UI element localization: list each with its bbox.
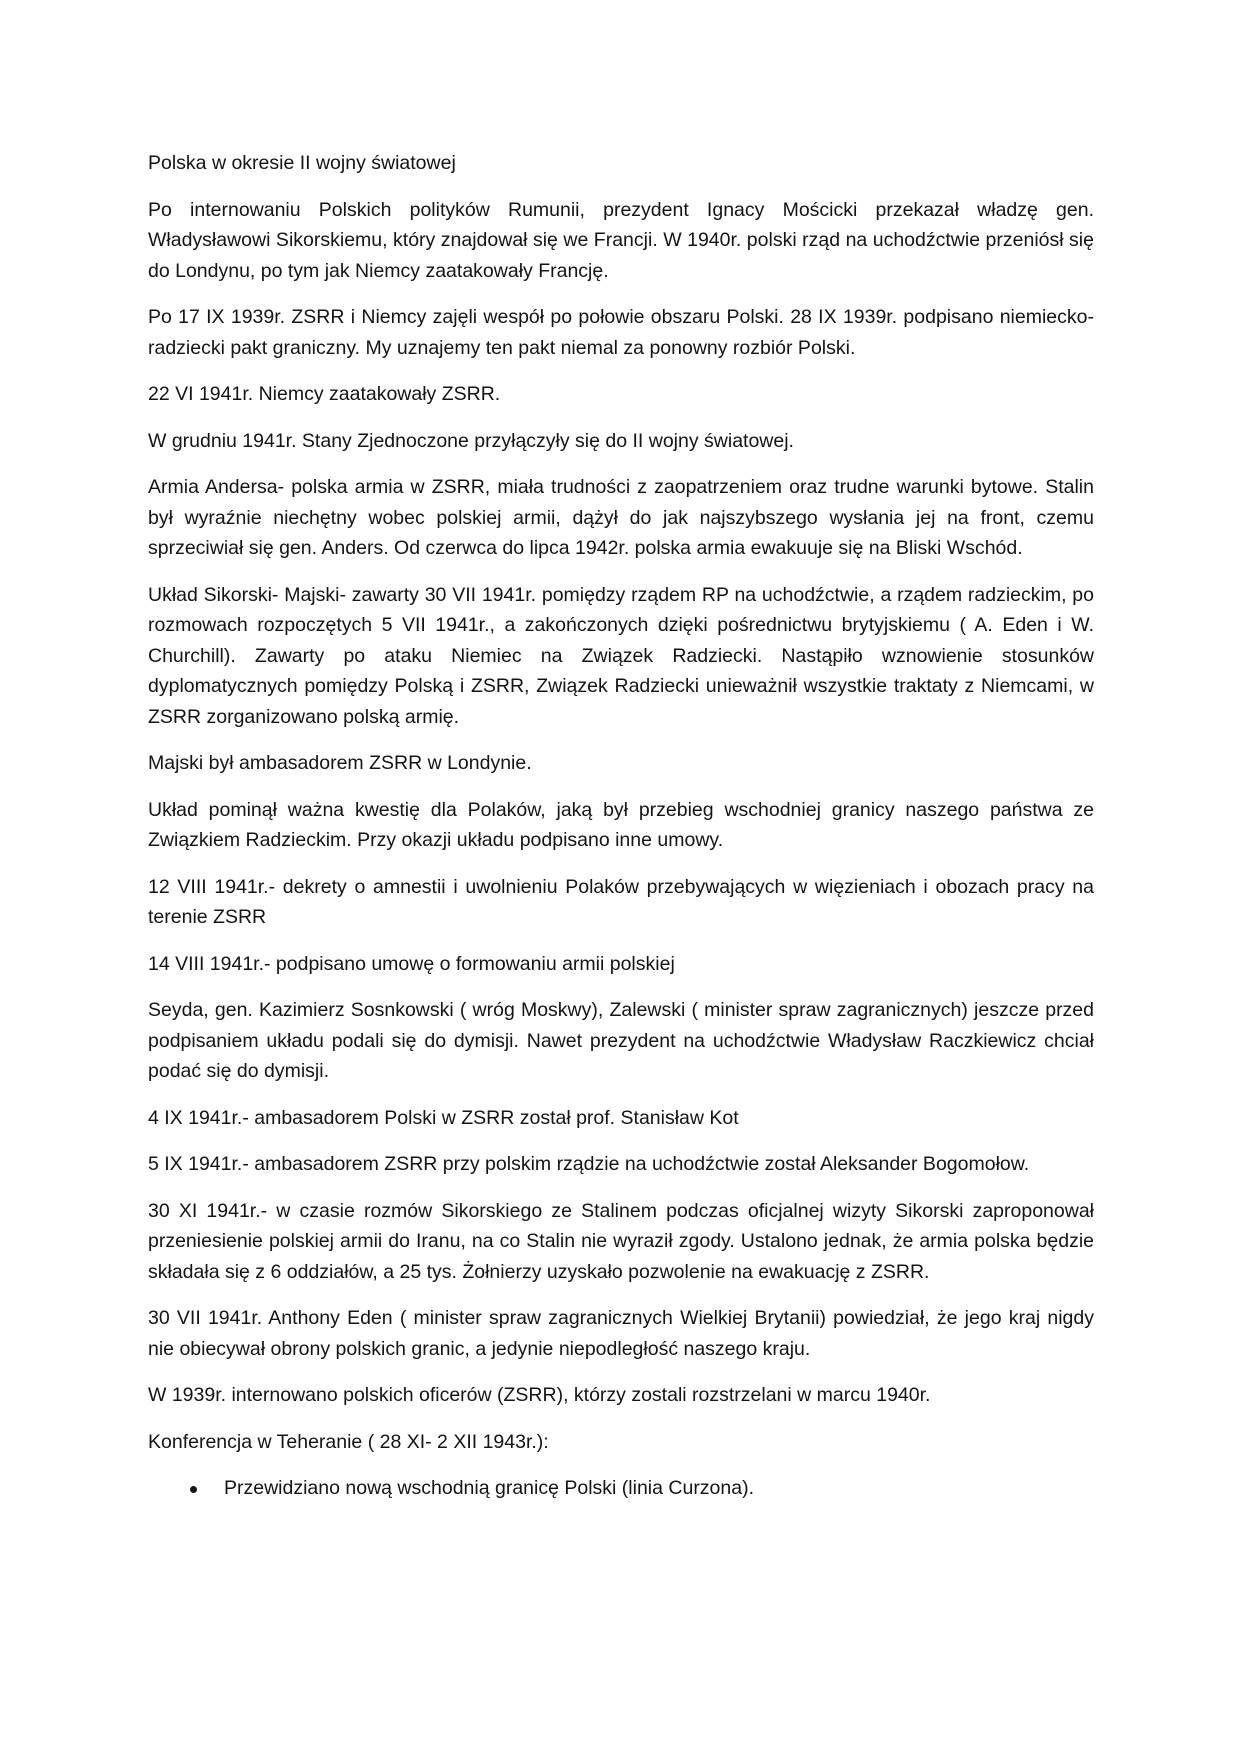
paragraph-bogomolow: 5 IX 1941r.- ambasadorem ZSRR przy polskim rządzie na uchodźctwie został Aleksander Bogomołow. <box>148 1153 1030 1175</box>
paragraph-kot: 4 IX 1941r.- ambasadorem Polski w ZSRR został prof. Stanisław Kot <box>148 1106 739 1129</box>
paragraph-teheran: Konferencja w Teheranie ( 28 XI- 2 XII 1943r.): <box>148 1430 549 1453</box>
paragraph-usa: W grudniu 1941r. Stany Zjednoczone przyłączyły się do II wojny światowej. <box>148 429 794 452</box>
paragraph-internowanie: Po internowaniu Polskich polityków Rumunii, prezydent Ignacy Mościcki przekazał władzę gen. Władysławowi Sikorskiemu, który znajdował się we Francji. W 1940r. polski rząd na uchodźctwie przeniósł się do Londynu, po tym jak Niemcy zaatakowały Francję. <box>148 198 1094 282</box>
document-page <box>148 148 1094 1504</box>
paragraph-armia-andersa: Armia Andersa- polska armia w ZSRR, miała trudności z zaopatrzeniem oraz trudne warunki bytowe. Stalin był wyraźnie niechętny wobec polskiej armii, dążył do jak najszybszego wysłania jej na front, czemu sprzeciwiał się gen. Anders. Od czerwca do lipca 1942r. polska armia ewakuuje się na Bliski Wschód. <box>148 476 1094 559</box>
paragraph-umowa-armia: 14 VIII 1941r.- podpisano umowę o formowaniu armii polskiej <box>148 952 675 975</box>
paragraph-majski: Majski był ambasadorem ZSRR w Londynie. <box>148 752 532 774</box>
paragraph-pakt-graniczny: Po 17 IX 1939r. ZSRR i Niemcy zajęli wespół po połowie obszaru Polski. 28 IX 1939r. podpisano niemiecko- radziecki pakt graniczny. My uznajemy ten pakt niemal za ponowny rozbiór Polski. <box>148 306 1094 359</box>
paragraph-rozmowy-stalin: 30 XI 1941r.- w czasie rozmów Sikorskiego ze Stalinem podczas oficjalnej wizyty Sikorski zaproponował przeniesienie polskiej armii do Iranu, na co Stalin nie wyraził zgody. Ustalono jednak, że armia polska będzie składała się z 6 oddziałów, a 25 tys. Żołnierzy uzyskało pozwolenie na ewakuację z ZSRR. <box>148 1199 1094 1283</box>
paragraph-amnestia: 12 VIII 1941r.- dekrety o amnestii i uwolnieniu Polaków przebywających w więzieniach i obozach pracy na terenie ZSRR <box>148 875 1094 928</box>
bullet-list <box>148 1473 1094 1504</box>
paragraph-atak-zsrr: 22 VI 1941r. Niemcy zaatakowały ZSRR. <box>148 383 501 405</box>
paragraph-eden: 30 VII 1941r. Anthony Eden ( minister spraw zagranicznych Wielkiej Brytanii) powiedział, że jego kraj nigdy nie obiecywał obrony polskich granic, a jedynie niepodległość naszego kraju. <box>148 1307 1094 1360</box>
paragraph-uklad-sikorski-majski: Układ Sikorski- Majski- zawarty 30 VII 1941r. pomiędzy rządem RP na uchodźctwie, a rządem radzieckim, po rozmowach rozpoczętych 5 VII 1941r., a zakończonych dzięki pośrednictwu brytyjskiemu ( A. Eden i W. Churchill). Zawarty po ataku Niemiec na Związek Radziecki. Nastąpiło wznowienie stosunków dyplomatycznych pomiędzy Polską i ZSRR, Związek Radziecki unieważnił wszystkie traktaty z Niemcami, w ZSRR zorganizowano polską armię. <box>148 583 1094 728</box>
bullet-icon <box>190 1486 197 1493</box>
paragraph-granica: Układ pominął ważna kwestię dla Polaków, jaką był przebieg wschodniej granicy naszego państwa ze Związkiem Radzieckim. Przy okazji układu podpisano inne umowy. <box>148 798 1094 851</box>
list-item <box>148 1473 1094 1504</box>
paragraph-oficerowie: W 1939r. internowano polskich oficerów (ZSRR), którzy zostali rozstrzelani w marcu 1940r. <box>148 1384 931 1406</box>
paragraph-dymisje: Seyda, gen. Kazimierz Sosnkowski ( wróg Moskwy), Zalewski ( minister spraw zagranicznych) jeszcze przed podpisaniem układu podali się do dymisji. Nawet prezydent na uchodźctwie Władysław Raczkiewicz chciał podać się do dymisji. <box>148 999 1094 1082</box>
document-title: Polska w okresie II wojny światowej <box>148 152 456 174</box>
list-item-text: Przewidziano nową wschodnią granicę Polski (linia Curzona). <box>224 1477 755 1499</box>
